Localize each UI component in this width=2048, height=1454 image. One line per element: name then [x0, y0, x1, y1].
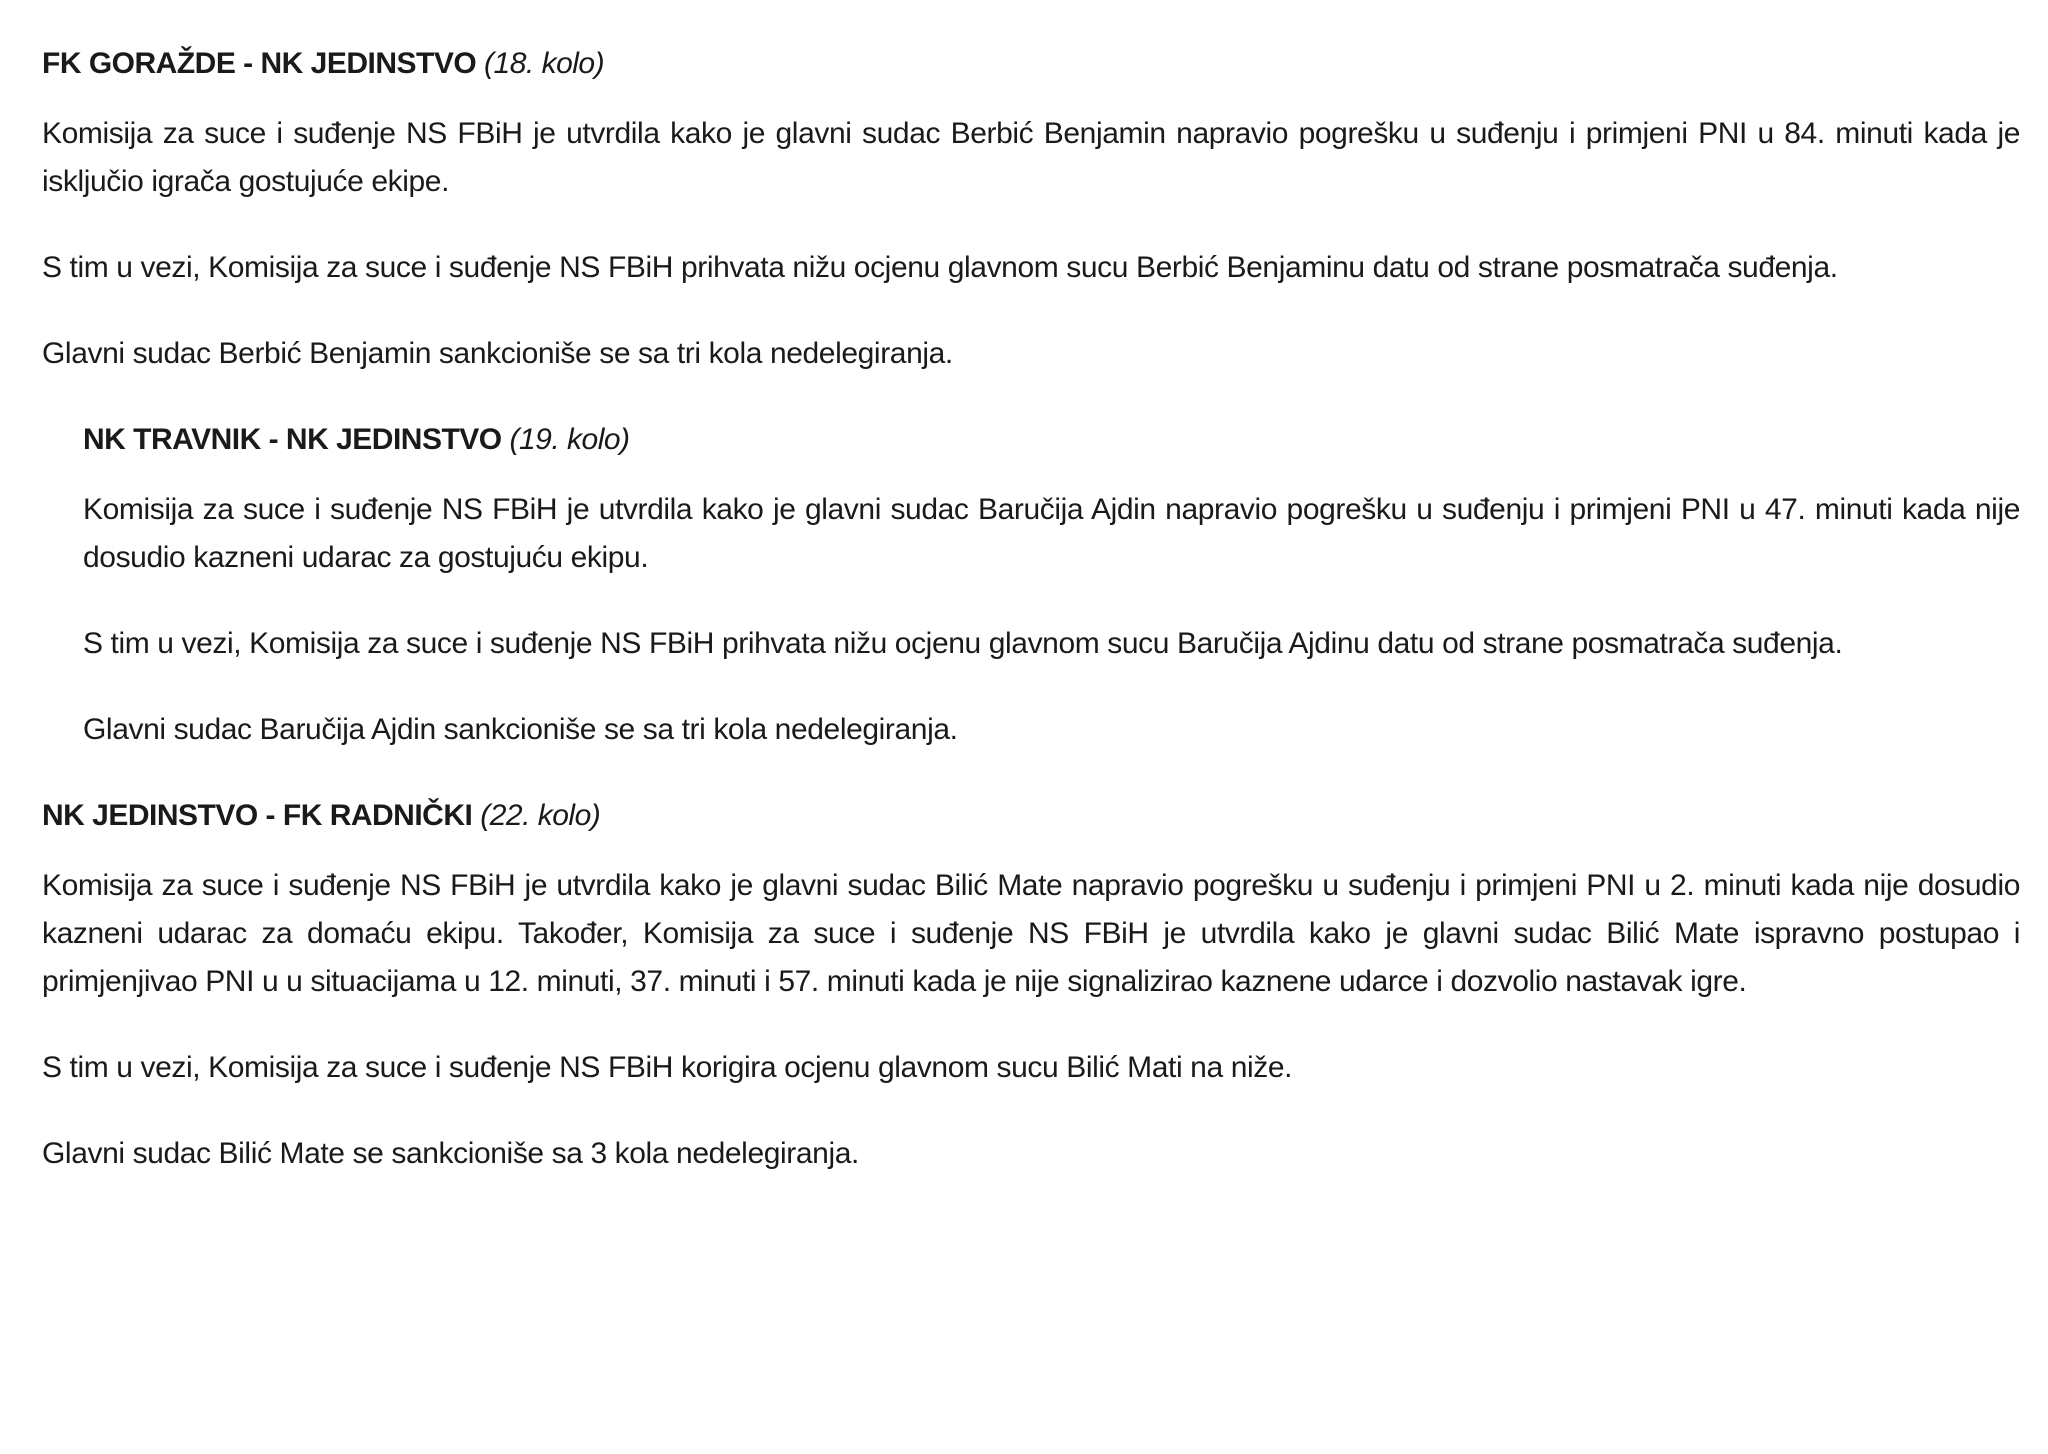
sanction-paragraph: Glavni sudac Bilić Mate se sankcioniše sa 3 kola nedelegiranja. [42, 1137, 859, 1170]
decision-paragraph: Komisija za suce i suđenje NS FBiH je utvrdila kako je glavni sudac Baručija Ajdin napravio pogrešku u suđenju i primjeni PNI u 47. minuti kada nije dosudio kazneni udarac za gostujuću ekipu. [83, 493, 2020, 574]
decision-paragraph: S tim u vezi, Komisija za suce i suđenje NS FBiH prihvata nižu ocjenu glavnom sucu Berbić Benjaminu datu od strane posmatrača suđenja. [42, 251, 1838, 284]
match-round: (18. kolo) [484, 47, 605, 80]
decision-paragraph: S tim u vezi, Komisija za suce i suđenje NS FBiH korigira ocjenu glavnom sucu Bilić Mati na niže. [42, 1051, 1293, 1084]
decision-paragraph: Komisija za suce i suđenje NS FBiH je utvrdila kako je glavni sudac Bilić Mate napravio pogrešku u suđenju i primjeni PNI u 2. minuti kada nije dosudio kazneni udarac za domaću ekipu. Također, Komisija za suce i suđenje NS FBiH je utvrdila kako je glavni sudac Bilić Mate ispravno postupao i primjenjivao PNI u u situacijama u 12. minuti, 37. minuti i 57. minuti kada je nije signalizirao kaznene udarce i dozvolio nastavak igre. [42, 869, 2020, 998]
document-body [42, 40, 2020, 1216]
match-round: (22. kolo) [480, 799, 601, 832]
match-heading [83, 416, 2020, 464]
match-title: NK JEDINSTVO - FK RADNIČKI [42, 799, 473, 832]
sanction-paragraph: Glavni sudac Berbić Benjamin sankcioniše se sa tri kola nedelegiranja. [42, 337, 953, 370]
match-heading [42, 792, 2020, 840]
match-section-travnik-jedinstvo [83, 416, 2020, 754]
match-section-gorazde-jedinstvo [42, 40, 2020, 378]
match-title: NK TRAVNIK - NK JEDINSTVO [83, 423, 502, 456]
sanction-paragraph: Glavni sudac Baručija Ajdin sankcioniše se sa tri kola nedelegiranja. [83, 713, 958, 746]
match-section-jedinstvo-radnicki [42, 792, 2020, 1178]
decision-paragraph: Komisija za suce i suđenje NS FBiH je utvrdila kako je glavni sudac Berbić Benjamin napravio pogrešku u suđenju i primjeni PNI u 84. minuti kada je isključio igrača gostujuće ekipe. [42, 117, 2020, 198]
match-heading [42, 40, 2020, 88]
match-title: FK GORAŽDE - NK JEDINSTVO [42, 47, 477, 80]
match-round: (19. kolo) [509, 423, 630, 456]
decision-paragraph: S tim u vezi, Komisija za suce i suđenje NS FBiH prihvata nižu ocjenu glavnom sucu Baručija Ajdinu datu od strane posmatrača suđenja. [83, 627, 1843, 660]
